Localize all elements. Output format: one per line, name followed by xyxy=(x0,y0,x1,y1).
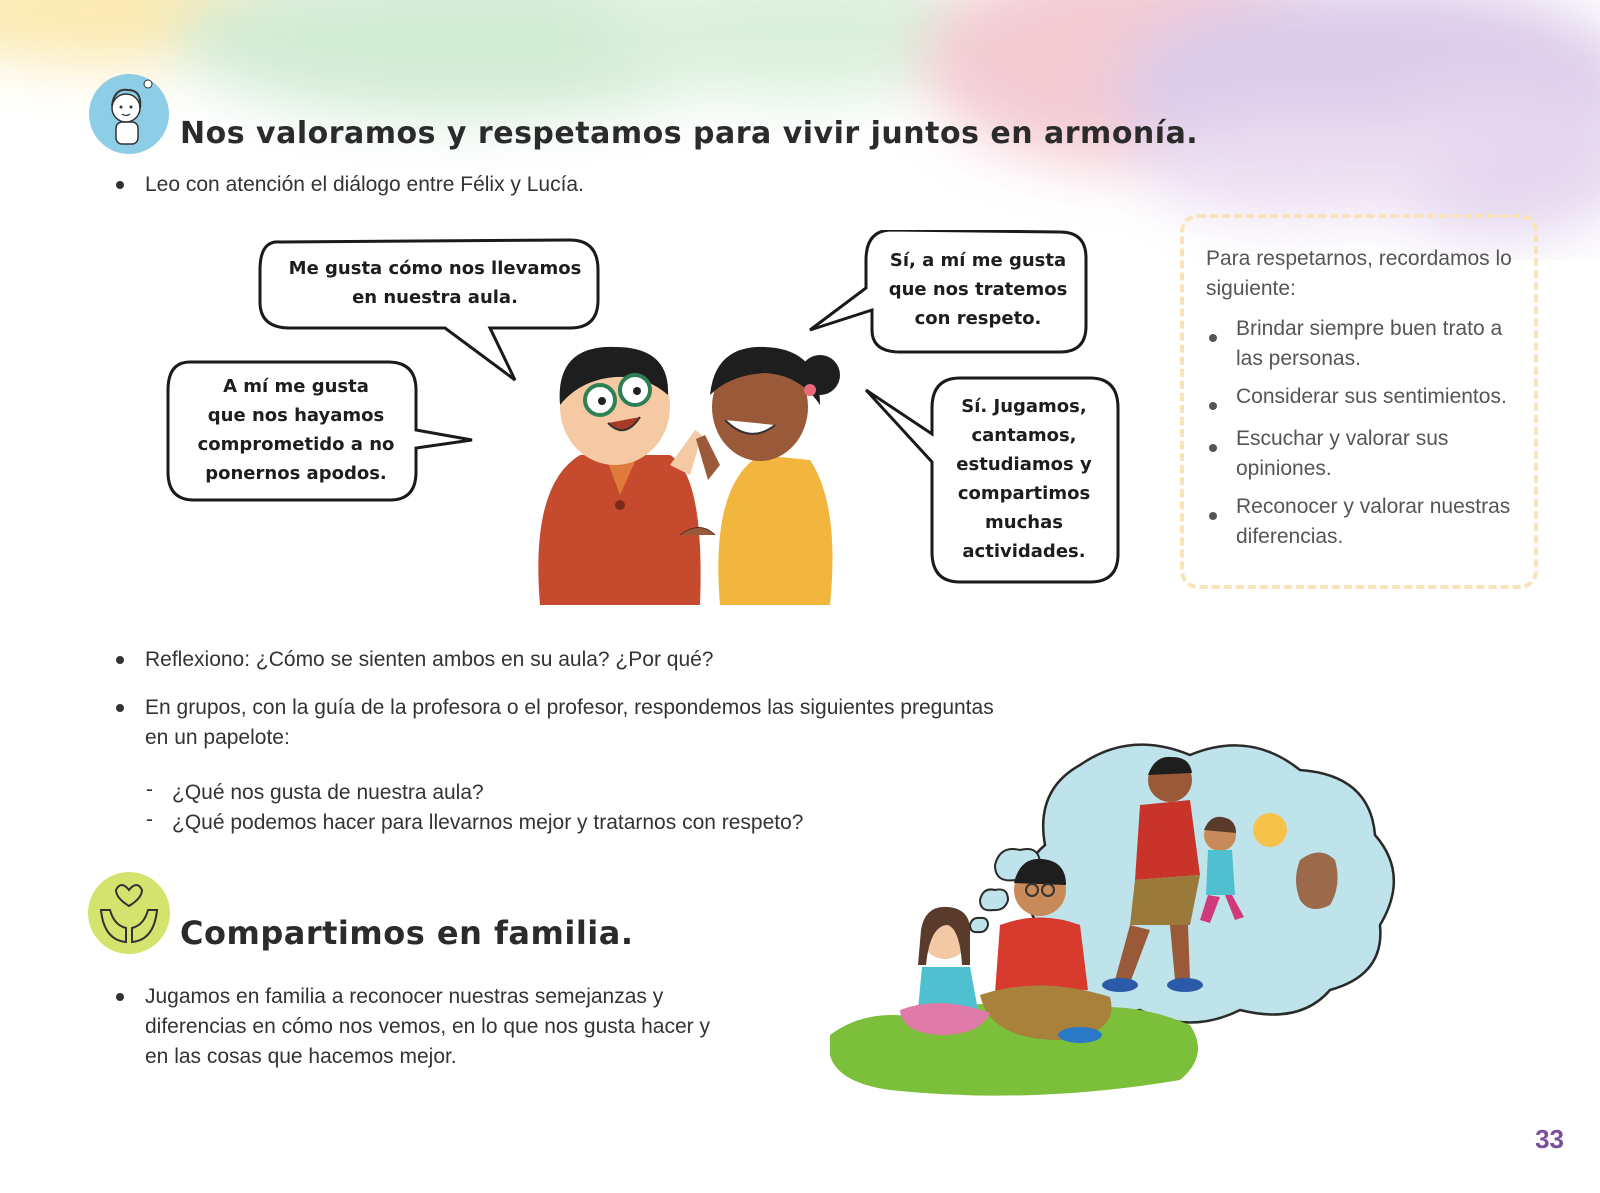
tip-item xyxy=(1236,314,1502,374)
family-activity-line: diferencias en cómo nos vemos, en lo que nos gusta hacer y xyxy=(145,1015,710,1038)
bubble-line: muchas xyxy=(985,512,1063,533)
section-title-respect: Nos valoramos y respetamos para vivir juntos en armonía. xyxy=(180,116,1199,151)
bullet-dot xyxy=(116,656,124,664)
dash-marker: - xyxy=(146,778,153,801)
tip-item-line: las personas. xyxy=(1236,347,1361,370)
bullet-dot xyxy=(116,993,124,1001)
page-number: 33 xyxy=(1535,1124,1564,1154)
bubble-line: actividades. xyxy=(962,541,1086,562)
question-2: ¿Qué podemos hacer para llevarnos mejor y tratarnos con respeto? xyxy=(172,811,804,834)
bullet-dot xyxy=(1209,402,1217,410)
bubble-line: ponernos apodos. xyxy=(205,463,387,484)
group-activity-line: en un papelote: xyxy=(145,726,290,749)
bubble-line: Sí. Jugamos, xyxy=(961,396,1087,417)
bubble-line: comprometido a no xyxy=(197,434,395,455)
tip-intro-line: siguiente: xyxy=(1206,277,1296,300)
bubble-left xyxy=(176,372,416,488)
bullet-dot xyxy=(116,181,124,189)
family-playing-illustration xyxy=(830,735,1410,1105)
tip-item-line: Considerar sus sentimientos. xyxy=(1236,385,1507,408)
bubble-line: estudiamos y xyxy=(956,454,1092,475)
bullet-dot xyxy=(1209,512,1217,520)
tip-item-line: opiniones. xyxy=(1236,457,1332,480)
tip-item-line: Reconocer y valorar nuestras xyxy=(1236,495,1511,518)
bubble-top-right xyxy=(872,246,1084,333)
bubble-top-left xyxy=(270,254,600,312)
tip-item-line: Brindar siempre buen trato a xyxy=(1236,317,1503,340)
family-activity-text xyxy=(145,982,710,1072)
bubble-line: Me gusta cómo nos llevamos xyxy=(288,258,582,279)
bullet-dot xyxy=(1209,444,1217,452)
bubble-line: Sí, a mí me gusta xyxy=(889,250,1067,271)
tip-item xyxy=(1236,492,1510,552)
thinking-girl-icon xyxy=(86,70,172,156)
bullet-dot xyxy=(116,704,124,712)
tip-item-line: Escuchar y valorar sus xyxy=(1236,427,1449,450)
reflection-prompt: Reflexiono: ¿Cómo se sienten ambos en su aula? ¿Por qué? xyxy=(145,648,714,671)
intro-text: Leo con atención el diálogo entre Félix y Lucía. xyxy=(145,173,584,196)
bubble-line: cantamos, xyxy=(971,425,1077,446)
question-1: ¿Qué nos gusta de nuestra aula? xyxy=(172,781,484,804)
bubble-line: que nos tratemos xyxy=(888,279,1068,300)
tip-item xyxy=(1236,424,1448,484)
section-title-family: Compartimos en familia. xyxy=(180,914,634,952)
tip-intro xyxy=(1206,244,1526,304)
bubble-right xyxy=(938,392,1110,566)
bubble-line: con respeto. xyxy=(914,308,1042,329)
bubble-line: A mí me gusta xyxy=(223,376,369,397)
dash-marker: - xyxy=(146,808,153,831)
bubble-line: en nuestra aula. xyxy=(352,287,518,308)
family-activity-line: Jugamos en familia a reconocer nuestras semejanzas y xyxy=(145,985,664,1008)
tip-item-line: diferencias. xyxy=(1236,525,1344,548)
children-talking-illustration xyxy=(520,335,880,610)
bubble-line: compartimos xyxy=(957,483,1091,504)
caring-hands-icon xyxy=(86,870,172,956)
group-activity-line: En grupos, con la guía de la profesora o el profesor, respondemos las siguientes preguntas xyxy=(145,696,994,719)
tip-item xyxy=(1236,382,1507,412)
family-activity-line: en las cosas que hacemos mejor. xyxy=(145,1045,457,1068)
tip-intro-line: Para respetarnos, recordamos lo xyxy=(1206,247,1512,270)
bubble-line: que nos hayamos xyxy=(207,405,385,426)
bullet-dot xyxy=(1209,334,1217,342)
